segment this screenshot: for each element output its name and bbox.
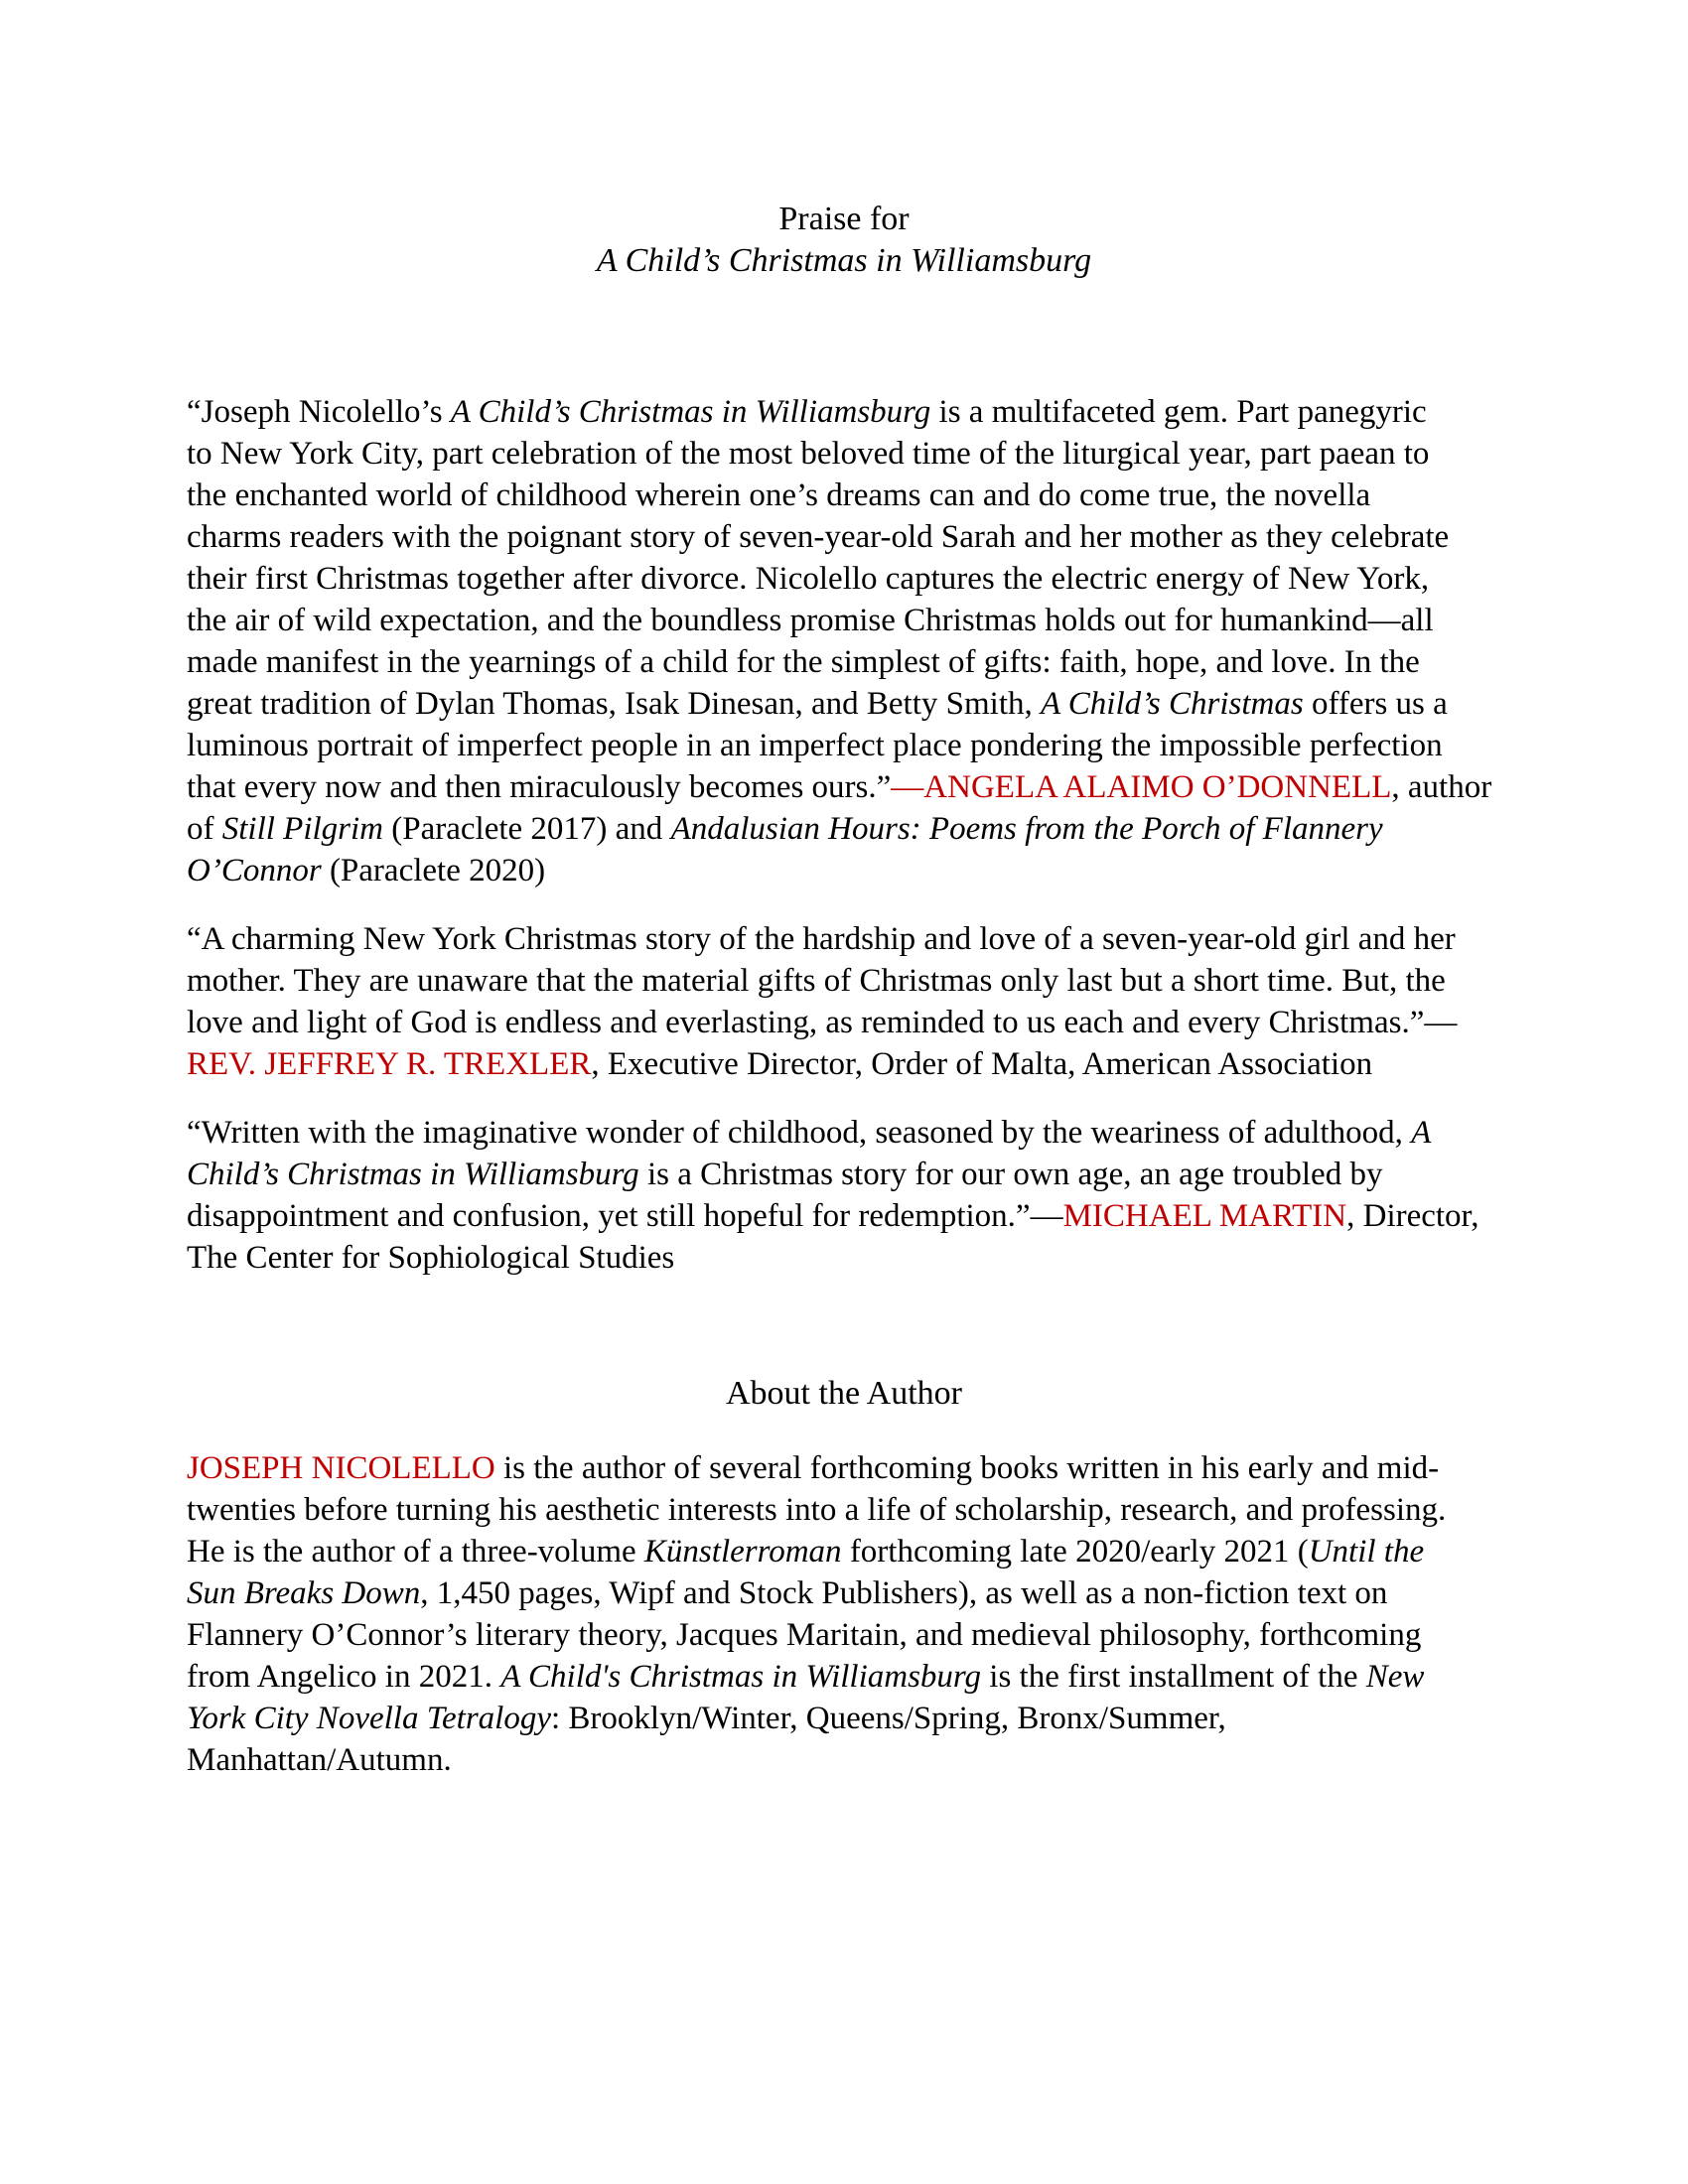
text-run: A <box>1411 1115 1432 1151</box>
praise-heading-block <box>187 199 1501 282</box>
text-run: of <box>187 811 222 847</box>
text-run: The Center for Sophiological Studies <box>187 1240 675 1276</box>
text-run: is the first installment of the <box>981 1659 1366 1695</box>
praise-heading: Praise for <box>778 201 910 237</box>
text-line <box>187 1698 1501 1739</box>
text-run: (Paraclete 2020) <box>321 853 546 888</box>
text-run: is a multifaceted gem. Part panegyric <box>930 394 1427 430</box>
text-run: luminous portrait of imperfect people in an imperfect place pondering the impossible perfection <box>187 728 1443 763</box>
text-run: “A charming New York Christmas story of the hardship and love of a seven-year-old girl and her <box>187 921 1456 957</box>
text-line <box>187 1195 1501 1237</box>
text-line <box>187 1531 1501 1572</box>
text-run: Manhattan/Autumn. <box>187 1742 452 1778</box>
text-line <box>187 1237 1501 1279</box>
praise-quote-martin <box>187 1112 1501 1279</box>
text-line <box>187 475 1501 516</box>
text-line <box>187 808 1501 850</box>
text-run: the enchanted world of childhood wherein one’s dreams can and do come true, the novella <box>187 478 1371 513</box>
text-line <box>187 1614 1501 1656</box>
text-line <box>187 1112 1501 1154</box>
praise-quote-trexler <box>187 918 1501 1085</box>
text-line <box>187 516 1501 558</box>
praise-book-title: A Child’s Christmas in Williamsburg <box>596 242 1092 279</box>
highlighted-name: JOSEPH NICOLELLO <box>187 1450 495 1486</box>
text-run: A Child’s Christmas <box>1040 686 1304 722</box>
text-run: , author <box>1391 769 1492 805</box>
highlighted-name: MICHAEL MARTIN <box>1062 1198 1347 1234</box>
text-run: is the author of several forthcoming books written in his early and mid- <box>494 1450 1440 1486</box>
text-run: Flannery O’Connor’s literary theory, Jacques Maritain, and medieval philosophy, forthcoming <box>187 1617 1422 1653</box>
text-line <box>187 391 1501 433</box>
text-run: “Joseph Nicolello’s <box>187 394 451 430</box>
text-run: New <box>1365 1659 1425 1695</box>
text-line <box>187 683 1501 725</box>
text-line <box>187 725 1501 766</box>
text-line <box>187 600 1501 641</box>
text-run: made manifest in the yearnings of a child for the simplest of gifts: faith, hope, and love. In the <box>187 644 1420 680</box>
text-run: Child’s Christmas in Williamsburg <box>187 1157 639 1192</box>
text-run: the air of wild expectation, and the boundless promise Christmas holds out for humankind—all <box>187 603 1434 638</box>
text-run: from Angelico in 2021. <box>187 1659 501 1695</box>
text-run: “Written with the imaginative wonder of childhood, seasoned by the weariness of adulthood, <box>187 1115 1412 1151</box>
text-line <box>187 766 1501 808</box>
text-line <box>187 918 1501 960</box>
highlighted-name: REV. JEFFREY R. TREXLER <box>187 1046 592 1082</box>
text-run: : Brooklyn/Winter, Queens/Spring, Bronx/Summer, <box>551 1701 1226 1736</box>
text-line <box>187 641 1501 683</box>
text-run: disappointment and confusion, yet still hopeful for redemption.”— <box>187 1198 1063 1234</box>
text-run: Andalusian Hours: Poems from the Porch of Flannery <box>670 811 1383 847</box>
text-run: Sun Breaks Down <box>187 1575 421 1611</box>
text-line <box>187 1447 1501 1489</box>
about-heading: About the Author <box>726 1375 962 1412</box>
text-line <box>187 960 1501 1002</box>
text-run: , Director, <box>1346 1198 1479 1234</box>
text-run: to New York City, part celebration of the most beloved time of the liturgical year, part paean to <box>187 436 1430 472</box>
text-run: forthcoming late 2020/early 2021 ( <box>841 1534 1309 1570</box>
text-run: their first Christmas together after divorce. Nicolello captures the electric energy of New York, <box>187 561 1430 597</box>
text-run: love and light of God is endless and everlasting, as reminded to us each and every Christmas.”— <box>187 1005 1458 1040</box>
text-run: that every now and then miraculously becomes ours.” <box>187 769 892 805</box>
text-run: Künstlerroman <box>643 1534 842 1570</box>
text-run: , 1,450 pages, Wipf and Stock Publishers), as well as a non-fiction text on <box>420 1575 1388 1611</box>
text-run: York City Novella Tetralogy <box>187 1701 551 1736</box>
text-run: great tradition of Dylan Thomas, Isak Dinesan, and Betty Smith, <box>187 686 1041 722</box>
text-run: He is the author of a three-volume <box>187 1534 644 1570</box>
text-line <box>187 1043 1501 1085</box>
text-line <box>187 1739 1501 1781</box>
text-line <box>187 1002 1501 1043</box>
text-line <box>187 1154 1501 1195</box>
text-run: charms readers with the poignant story of seven-year-old Sarah and her mother as they celebrate <box>187 519 1450 555</box>
praise-quote-odonnell <box>187 391 1501 891</box>
text-line <box>187 1572 1501 1614</box>
text-run: Until the <box>1308 1534 1425 1570</box>
text-run: Still Pilgrim <box>221 811 384 847</box>
text-run: , Executive Director, Order of Malta, American Association <box>591 1046 1373 1082</box>
text-run: twenties before turning his aesthetic interests into a life of scholarship, research, and professing. <box>187 1492 1447 1528</box>
text-line <box>187 1489 1501 1531</box>
text-run: is a Christmas story for our own age, an age troubled by <box>638 1157 1383 1192</box>
text-line <box>187 433 1501 475</box>
text-line <box>187 850 1501 891</box>
text-line <box>187 558 1501 600</box>
highlighted-name: —ANGELA ALAIMO O’DONNELL <box>891 769 1392 805</box>
text-run: offers us a <box>1303 686 1448 722</box>
text-run: A Child’s Christmas in Williamsburg <box>450 394 931 430</box>
text-run: O’Connor <box>187 853 322 888</box>
about-author-paragraph <box>187 1447 1501 1781</box>
text-run: (Paraclete 2017) and <box>383 811 671 847</box>
text-run: A Child's Christmas in Williamsburg <box>500 1659 982 1695</box>
text-line <box>187 1656 1501 1698</box>
text-run: mother. They are unaware that the material gifts of Christmas only last but a short time. But, the <box>187 963 1446 999</box>
